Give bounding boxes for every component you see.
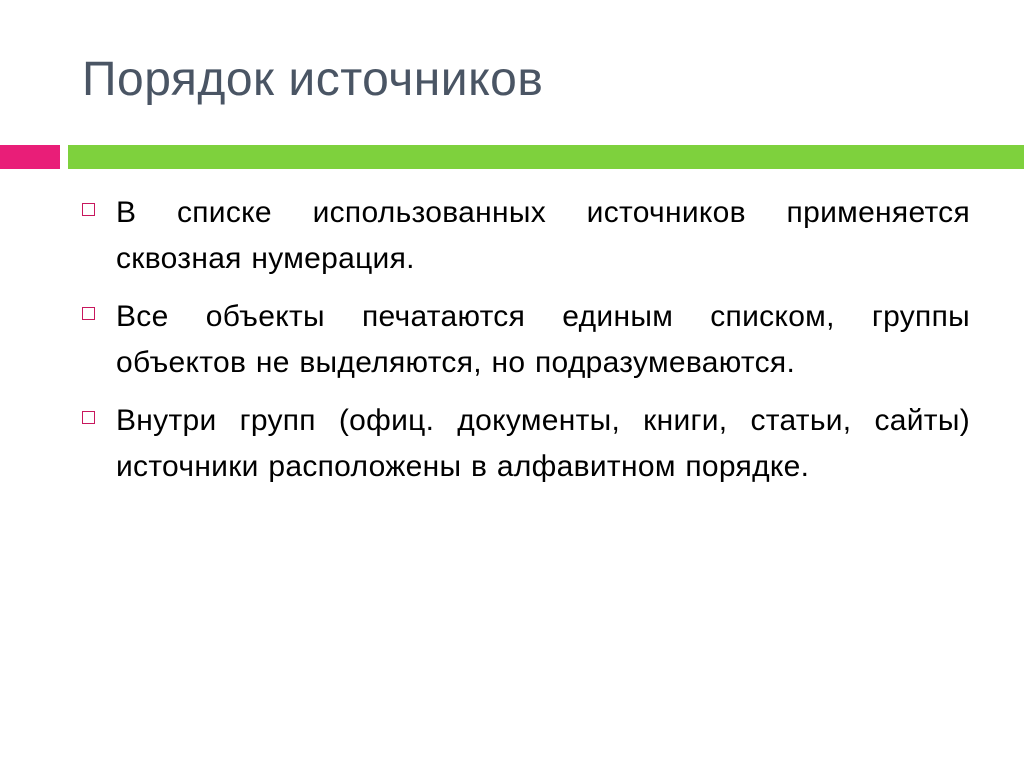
bullet-item — [82, 190, 970, 282]
square-bullet-icon — [82, 203, 95, 216]
square-bullet-icon — [82, 307, 95, 320]
bullet-text: Внутри групп (офиц. документы, книги, статьи, сайты) источники расположены в алфавитном порядке. — [116, 404, 970, 483]
bullet-item — [82, 294, 970, 386]
accent-bar-pink — [0, 145, 60, 169]
square-bullet-icon — [82, 411, 95, 424]
bullet-text: Все объекты печатаются единым списком, группы объектов не выделяются, но подразумеваются. — [116, 300, 970, 379]
bullet-item — [82, 398, 970, 490]
bullet-list — [82, 190, 970, 502]
slide-title: Порядок источников — [82, 53, 544, 106]
bullet-text: В списке использованных источников применяется сквозная нумерация. — [116, 196, 970, 275]
accent-bar-green — [68, 145, 1024, 169]
